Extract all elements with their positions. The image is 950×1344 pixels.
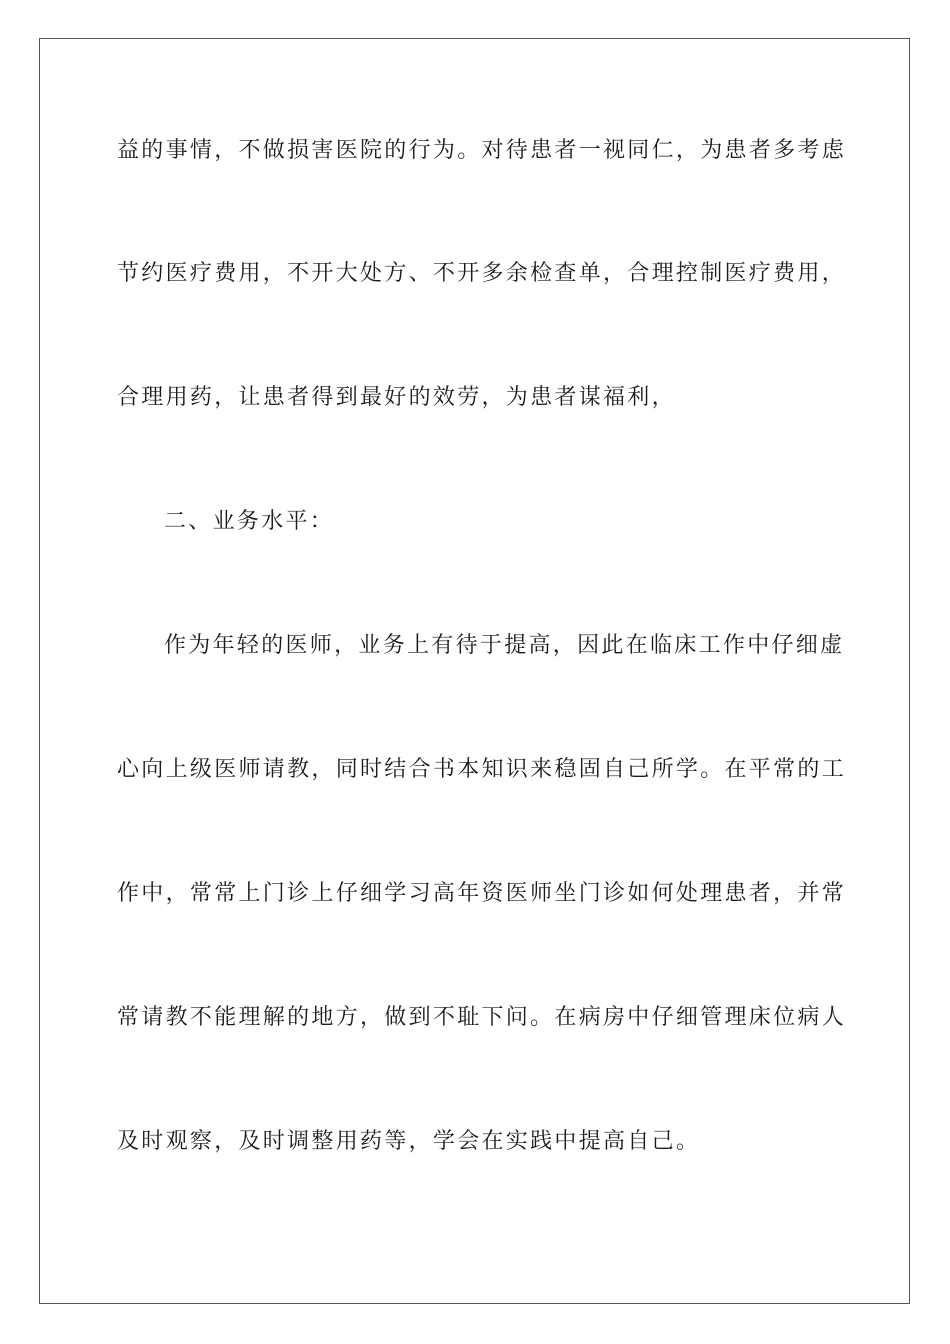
text-line-1: 益的事情，不做损害医院的行为。对待患者一视同仁，为患者多考虑 [117,138,847,163]
text-line-5: 作为年轻的医师，业务上有待于提高，因此在临床工作中仔细虚 [164,633,845,658]
text-line-3: 合理用药，让患者得到最好的效劳，为患者谋福利， [117,385,676,410]
text-line-2: 节约医疗费用，不开大处方、不开多余检查单，合理控制医疗费用， [117,261,847,286]
text-line-8: 常请教不能理解的地方，做到不耻下问。在病房中仔细管理床位病人 [117,1005,847,1030]
section-heading: 二、业务水平： [164,509,335,534]
text-line-9: 及时观察，及时调整用药等，学会在实践中提高自己。 [117,1129,701,1154]
page-border [39,38,910,1304]
text-line-7: 作中，常常上门诊上仔细学习高年资医师坐门诊如何处理患者，并常 [117,881,847,906]
text-line-6: 心向上级医师请教，同时结合书本知识来稳固自己所学。在平常的工 [117,757,847,782]
